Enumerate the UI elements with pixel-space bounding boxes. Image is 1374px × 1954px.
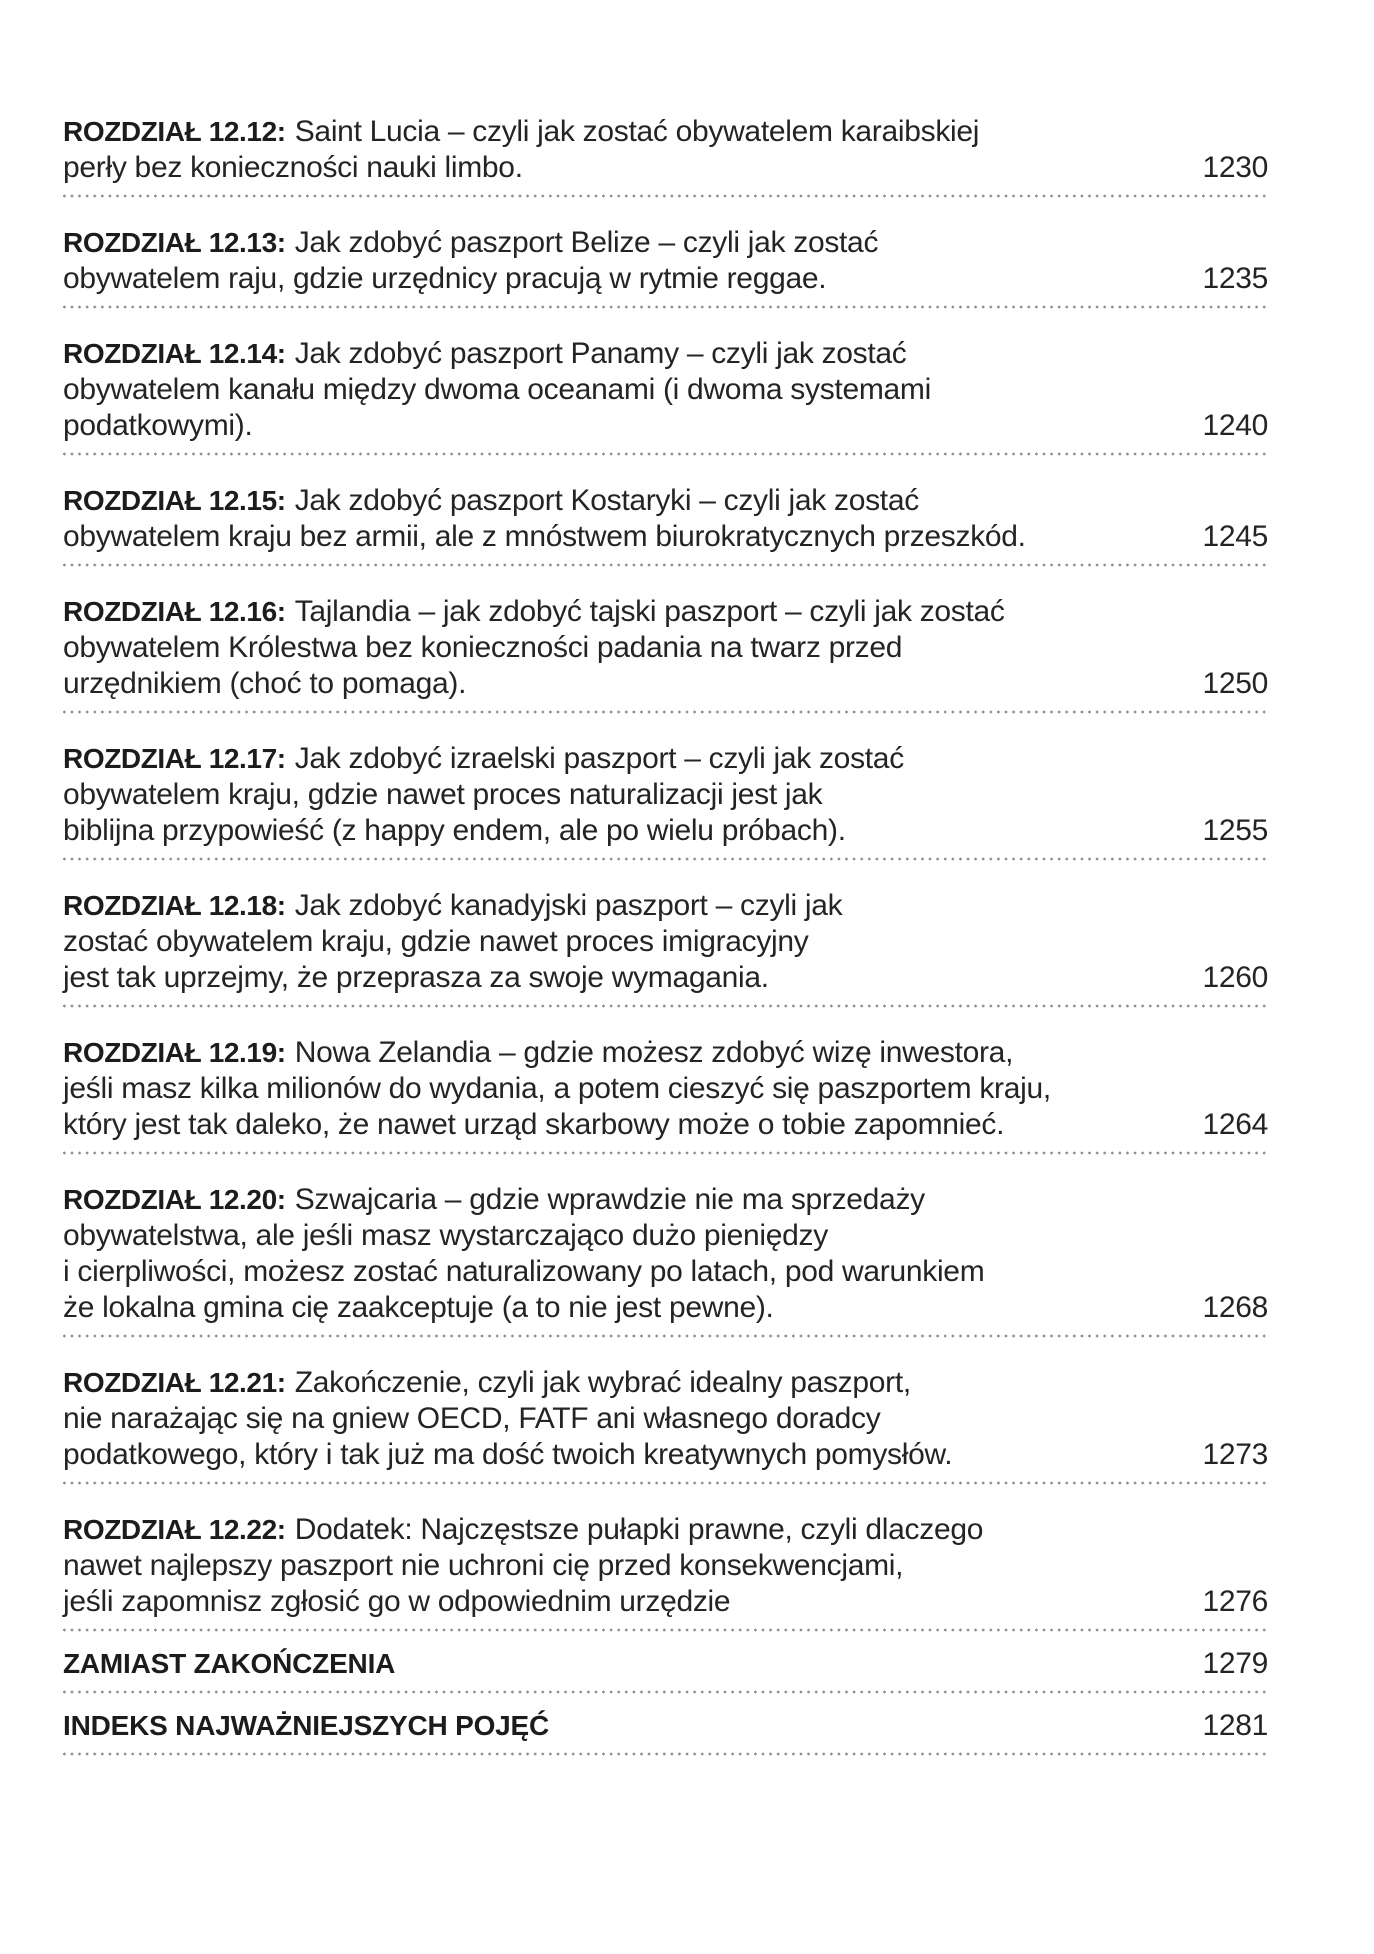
dotted-leader <box>63 1481 1268 1485</box>
entry-text: Tajlandia – jak zdobyć tajski paszport – czyli jak zostać <box>294 595 1005 628</box>
entry-text: obywatelem raju, gdzie urzędnicy pracują w rytmie reggae. <box>63 262 827 295</box>
entry-text: Nowa Zelandia – gdzie możesz zdobyć wizę inwestora, <box>294 1036 1014 1069</box>
chapter-label: ROZDZIAŁ 12.15: <box>63 485 286 516</box>
entry-line <box>63 1107 1268 1143</box>
chapter-label: ROZDZIAŁ 12.17: <box>63 743 286 774</box>
entry-text: jeśli masz kilka milionów do wydania, a potem cieszyć się paszportem kraju, <box>63 1072 1051 1105</box>
toc-heading-row <box>63 1708 1268 1756</box>
page-number: 1240 <box>1202 409 1268 442</box>
entry-text: Zakończenie, czyli jak wybrać idealny paszport, <box>294 1366 911 1399</box>
entry-text: obywatelem kraju bez armii, ale z mnóstwem biurokratycznych przeszkód. <box>63 520 1026 553</box>
toc-entry <box>63 1182 1268 1338</box>
entry-text: obywatelstwa, ale jeśli masz wystarczająco dużo pieniędzy <box>63 1219 828 1252</box>
dotted-leader <box>63 1004 1268 1008</box>
entry-text: że lokalna gmina cię zaakceptuje (a to nie jest pewne). <box>63 1291 774 1324</box>
entry-line <box>63 150 1268 186</box>
dotted-leader <box>63 857 1268 861</box>
entry-line <box>63 960 1268 996</box>
entry-line <box>63 813 1268 849</box>
toc-heading-row <box>63 1646 1268 1694</box>
entry-text: urzędnikiem (choć to pomaga). <box>63 667 467 700</box>
toc-entry <box>63 594 1268 714</box>
entry-line <box>63 261 1268 297</box>
entry-text: zostać obywatelem kraju, gdzie nawet proces imigracyjny <box>63 925 809 958</box>
entry-line <box>63 594 1268 630</box>
entry-text: obywatelem kraju, gdzie nawet proces naturalizacji jest jak <box>63 778 823 811</box>
entry-line <box>63 372 1268 408</box>
entry-text: Szwajcaria – gdzie wprawdzie nie ma sprzedaży <box>294 1183 925 1216</box>
toc-entry <box>63 1512 1268 1632</box>
toc-entry <box>63 225 1268 309</box>
dotted-leader <box>63 1690 1268 1694</box>
toc-entry <box>63 336 1268 456</box>
page-number: 1279 <box>1202 1647 1268 1680</box>
dotted-leader <box>63 1334 1268 1338</box>
entry-line <box>63 1646 1268 1682</box>
entry-text: jest tak uprzejmy, że przeprasza za swoje wymagania. <box>63 961 769 994</box>
entry-text: jeśli zapomnisz zgłosić go w odpowiednim urzędzie <box>63 1585 731 1618</box>
entry-line <box>63 1035 1268 1071</box>
entry-line <box>63 336 1268 372</box>
entry-line <box>63 1254 1268 1290</box>
dotted-leader <box>63 563 1268 567</box>
entry-line <box>63 1437 1268 1473</box>
chapter-label: ROZDZIAŁ 12.16: <box>63 596 286 627</box>
entry-text: Jak zdobyć kanadyjski paszport – czyli jak <box>294 889 843 922</box>
entry-line <box>63 1401 1268 1437</box>
entry-text: obywatelem Królestwa bez konieczności padania na twarz przed <box>63 631 903 664</box>
toc-entry <box>63 741 1268 861</box>
entry-line <box>63 483 1268 519</box>
page-number: 1230 <box>1202 151 1268 184</box>
entry-text: perły bez konieczności nauki limbo. <box>63 151 523 184</box>
entry-line <box>63 1548 1268 1584</box>
entry-line <box>63 1365 1268 1401</box>
dotted-leader <box>63 305 1268 309</box>
toc-entry <box>63 1035 1268 1155</box>
entry-text: podatkowymi). <box>63 409 253 442</box>
chapter-label: ROZDZIAŁ 12.20: <box>63 1184 286 1215</box>
entry-line <box>63 666 1268 702</box>
dotted-leader <box>63 452 1268 456</box>
entry-line <box>63 1071 1268 1107</box>
entry-line <box>63 1708 1268 1744</box>
entry-line <box>63 1512 1268 1548</box>
toc-entry <box>63 483 1268 567</box>
toc-list <box>63 114 1268 1756</box>
entry-line <box>63 225 1268 261</box>
entry-text: INDEKS NAJWAŻNIEJSZYCH POJĘĆ <box>63 1710 550 1741</box>
entry-line <box>63 408 1268 444</box>
dotted-leader <box>63 1151 1268 1155</box>
entry-text: Dodatek: Najczęstsze pułapki prawne, czyli dlaczego <box>294 1513 984 1546</box>
toc-entry <box>63 1365 1268 1485</box>
entry-text: biblijna przypowieść (z happy endem, ale po wielu próbach). <box>63 814 846 847</box>
page-number: 1273 <box>1202 1438 1268 1471</box>
entry-text: Jak zdobyć paszport Kostaryki – czyli jak zostać <box>294 484 919 517</box>
page-number: 1250 <box>1202 667 1268 700</box>
entry-text: i cierpliwości, możesz zostać naturalizowany po latach, pod warunkiem <box>63 1255 985 1288</box>
chapter-label: ROZDZIAŁ 12.22: <box>63 1514 286 1545</box>
chapter-label: ROZDZIAŁ 12.18: <box>63 890 286 921</box>
page-number: 1260 <box>1202 961 1268 994</box>
entry-line <box>63 888 1268 924</box>
entry-line <box>63 519 1268 555</box>
entry-line <box>63 741 1268 777</box>
entry-text: który jest tak daleko, że nawet urząd skarbowy może o tobie zapomnieć. <box>63 1108 1005 1141</box>
dotted-leader <box>63 710 1268 714</box>
entry-text: Saint Lucia – czyli jak zostać obywatelem karaibskiej <box>294 115 980 148</box>
page-number: 1276 <box>1202 1585 1268 1618</box>
chapter-label: ROZDZIAŁ 12.14: <box>63 338 286 369</box>
entry-line <box>63 1584 1268 1620</box>
chapter-label: ROZDZIAŁ 12.21: <box>63 1367 286 1398</box>
entry-line <box>63 777 1268 813</box>
entry-line <box>63 114 1268 150</box>
entry-text: ZAMIAST ZAKOŃCZENIA <box>63 1648 396 1679</box>
toc-entry <box>63 114 1268 198</box>
page-number: 1264 <box>1202 1108 1268 1141</box>
chapter-label: ROZDZIAŁ 12.19: <box>63 1037 286 1068</box>
entry-line <box>63 924 1268 960</box>
toc-entry <box>63 888 1268 1008</box>
entry-line <box>63 1218 1268 1254</box>
page-number: 1245 <box>1202 520 1268 553</box>
page-number: 1235 <box>1202 262 1268 295</box>
chapter-label: ROZDZIAŁ 12.12: <box>63 116 286 147</box>
page-number: 1281 <box>1202 1709 1268 1742</box>
dotted-leader <box>63 1752 1268 1756</box>
entry-text: nie narażając się na gniew OECD, FATF ani własnego doradcy <box>63 1402 881 1435</box>
page-number: 1255 <box>1202 814 1268 847</box>
entry-text: podatkowego, który i tak już ma dość twoich kreatywnych pomysłów. <box>63 1438 953 1471</box>
entry-line <box>63 1182 1268 1218</box>
entry-line <box>63 1290 1268 1326</box>
entry-text: Jak zdobyć paszport Belize – czyli jak zostać <box>294 226 879 259</box>
entry-line <box>63 630 1268 666</box>
entry-text: Jak zdobyć paszport Panamy – czyli jak zostać <box>294 337 907 370</box>
page-number: 1268 <box>1202 1291 1268 1324</box>
chapter-label: ROZDZIAŁ 12.13: <box>63 227 286 258</box>
entry-text: Jak zdobyć izraelski paszport – czyli jak zostać <box>294 742 904 775</box>
entry-text: obywatelem kanału między dwoma oceanami (i dwoma systemami <box>63 373 931 406</box>
dotted-leader <box>63 1628 1268 1632</box>
entry-text: nawet najlepszy paszport nie uchroni cię przed konsekwencjami, <box>63 1549 904 1582</box>
dotted-leader <box>63 194 1268 198</box>
